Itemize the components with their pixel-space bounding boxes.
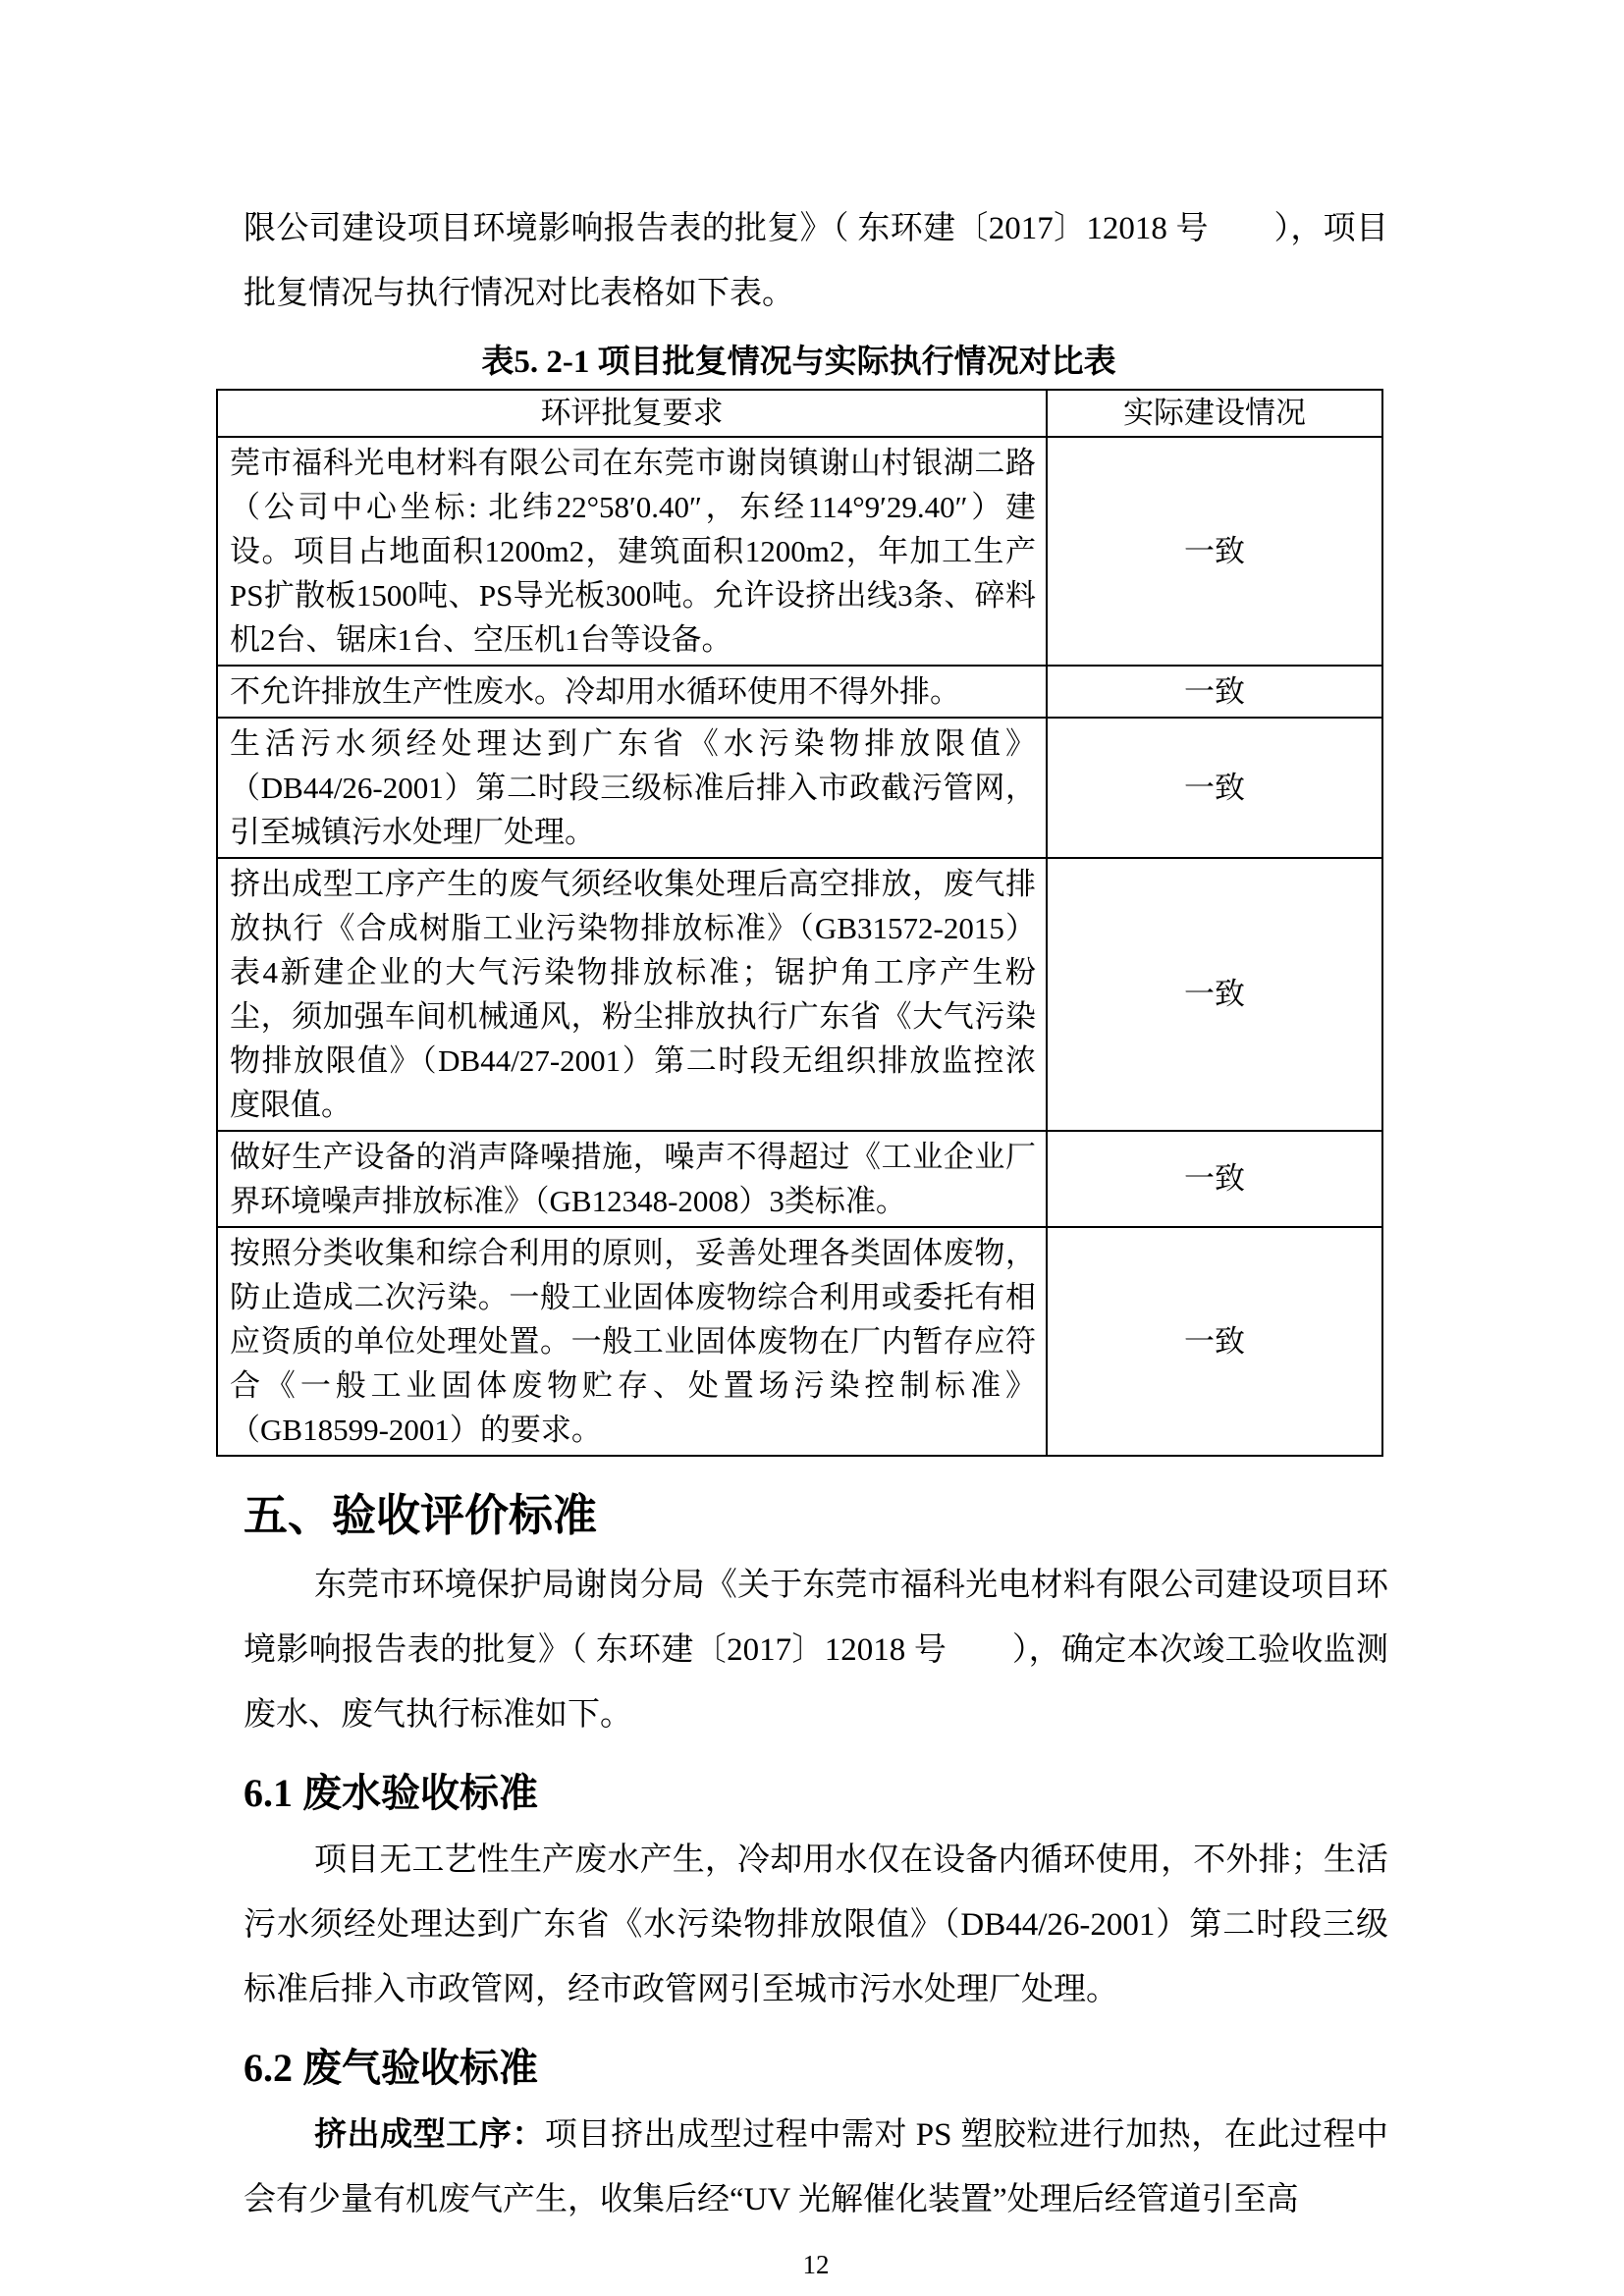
table-header-row xyxy=(217,390,1382,437)
page-number: 12 xyxy=(802,2250,830,2279)
section-6-2-lead-label: 挤出成型工序： xyxy=(314,2117,545,2153)
section-5-heading: 五、验收评价标准 xyxy=(244,1491,598,1540)
approval-comparison-table xyxy=(216,389,1383,1457)
requirement-cell: 做好生产设备的消声降噪措施，噪声不得超过《工业企业厂界环境噪声排放标准》（GB12348-2008）3类标准。 xyxy=(217,1131,1047,1227)
section-6-2-paragraph xyxy=(244,2103,1388,2232)
requirement-cell: 莞市福科光电材料有限公司在东莞市谢岗镇谢山村银湖二路（公司中心坐标: 北纬22°58′0.40″，东经114°9′29.40″）建设。项目占地面积1200m2，建筑面积1200m2，年加工生产PS扩散板1500吨、PS导光板300吨。允许设挤出线3条、碎料机2台、锯床1台、空压机1台等设备。 xyxy=(217,437,1047,666)
table-row xyxy=(217,858,1382,1131)
table-row xyxy=(217,1227,1382,1456)
table-row xyxy=(217,666,1382,718)
table-row xyxy=(217,437,1382,666)
section-6-2-heading: 6.2 废气验收标准 xyxy=(244,2046,538,2090)
section-6-1-heading: 6.1 废水验收标准 xyxy=(244,1771,538,1815)
status-cell: 一致 xyxy=(1047,1131,1382,1227)
status-cell: 一致 xyxy=(1047,718,1382,858)
section-5-paragraph: 东莞市环境保护局谢岗分局《关于东莞市福科光电材料有限公司建设项目环境影响报告表的批复》（ 东环建〔2017〕12018 号 ），确定本次竣工验收监测废水、废气执行标准如下。 xyxy=(244,1568,1388,1733)
section-6-2-body-text: 项目挤出成型过程中需对 PS 塑胶粒进行加热，在此过程中会有少量有机废气产生，收集后经“UV 光解催化装置”处理后经管道引至高 xyxy=(244,2117,1388,2217)
requirement-cell: 挤出成型工序产生的废气须经收集处理后高空排放，废气排放执行《合成树脂工业污染物排放标准》（GB31572-2015）表4新建企业的大气污染物排放标准；锯护角工序产生粉尘，须加强车间机械通风，粉尘排放执行广东省《大气污染物排放限值》（DB44/27-2001）第二时段无组织排放监控浓度限值。 xyxy=(217,858,1047,1131)
requirement-cell: 生活污水须经处理达到广东省《水污染物排放限值》（DB44/26-2001）第二时段三级标准后排入市政截污管网，引至城镇污水处理厂处理。 xyxy=(217,718,1047,858)
table-row xyxy=(217,718,1382,858)
requirement-cell: 不允许排放生产性废水。冷却用水循环使用不得外排。 xyxy=(217,666,1047,718)
header-cell-actual: 实际建设情况 xyxy=(1047,390,1382,437)
requirement-cell: 按照分类收集和综合利用的原则，妥善处理各类固体废物，防止造成二次污染。一般工业固体废物综合利用或委托有相应资质的单位处理处置。一般工业固体废物在厂内暂存应符合《一般工业固体废物贮存、处置场污染控制标准》（GB18599-2001）的要求。 xyxy=(217,1227,1047,1456)
status-cell: 一致 xyxy=(1047,858,1382,1131)
status-cell: 一致 xyxy=(1047,437,1382,666)
table-caption: 表5. 2-1 项目批复情况与实际执行情况对比表 xyxy=(481,345,1116,380)
intro-paragraph: 限公司建设项目环境影响报告表的批复》（ 东环建〔2017〕12018 号 ），项目批复情况与执行情况对比表格如下表。 xyxy=(244,211,1388,311)
header-cell-requirement: 环评批复要求 xyxy=(217,390,1047,437)
status-cell: 一致 xyxy=(1047,1227,1382,1456)
status-cell: 一致 xyxy=(1047,666,1382,718)
section-6-1-paragraph: 项目无工艺性生产废水产生，冷却用水仅在设备内循环使用，不外排；生活污水须经处理达到广东省《水污染物排放限值》（DB44/26-2001）第二时段三级标准后排入市政管网，经市政管网引至城市污水处理厂处理。 xyxy=(244,1842,1388,2007)
table-row xyxy=(217,1131,1382,1227)
